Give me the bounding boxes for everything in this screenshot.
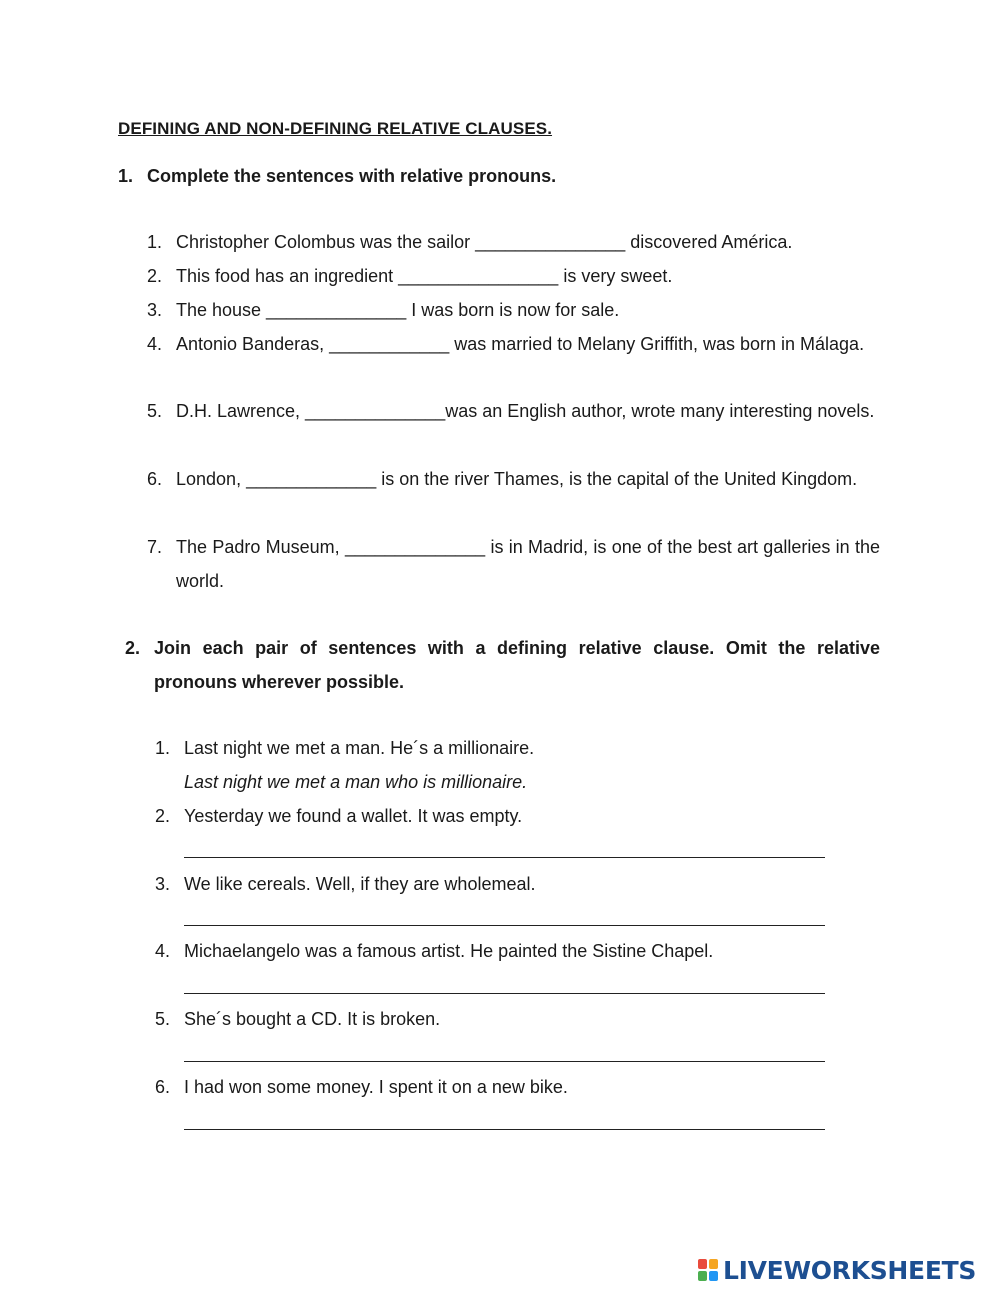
s1-item — [147, 225, 880, 259]
section-2-number: 2. — [125, 638, 141, 658]
section-1-number: 1. — [118, 166, 134, 186]
s2-item-number: 4. — [155, 941, 171, 961]
s2-item-text: I had won some money. I spent it on a new bike. — [184, 1077, 568, 1097]
s1-item — [147, 259, 880, 293]
s2-item-text: Yesterday we found a wallet. It was empty. — [184, 806, 523, 826]
s1-item-text: The Padro Museum, ______________ is in Madrid, is one of the best art galleries in the world. — [176, 537, 880, 591]
s2-item — [155, 867, 855, 901]
s1-item-number: 3. — [147, 300, 163, 320]
s2-item — [155, 934, 855, 968]
s2-item-text: Last night we met a man. He´s a millionaire. — [184, 738, 535, 758]
s2-item-text: Michaelangelo was a famous artist. He painted the Sistine Chapel. — [184, 941, 714, 961]
s1-item-text: This food has an ingredient ________________ is very sweet. — [176, 266, 673, 286]
s1-item — [147, 327, 880, 395]
s2-item-number: 2. — [155, 806, 171, 826]
s1-item-number: 4. — [147, 334, 163, 354]
s2-item — [155, 1070, 855, 1104]
s2-item-number: 6. — [155, 1077, 171, 1097]
s1-item-number: 5. — [147, 401, 163, 421]
liveworksheets-logo — [698, 1254, 976, 1286]
s1-item-text: Christopher Colombus was the sailor _______________ discovered América. — [176, 232, 793, 252]
s2-item — [155, 1002, 855, 1036]
logo-text: LIVEWORKSHEETS — [723, 1255, 977, 1285]
section-2-heading — [125, 631, 880, 699]
s1-item-text: The house ______________ I was born is now for sale. — [176, 300, 620, 320]
section-2-heading-text: Join each pair of sentences with a defining relative clause. Omit the relative pronouns wherever possible. — [154, 638, 880, 692]
s2-item — [155, 731, 855, 765]
answer-line[interactable] — [184, 993, 825, 994]
s1-item — [147, 293, 880, 327]
s1-item-text: London, _____________ is on the river Thames, is the capital of the United Kingdom. — [176, 469, 858, 489]
s2-item-text: She´s bought a CD. It is broken. — [184, 1009, 441, 1029]
s2-example-answer: Last night we met a man who is millionaire. — [184, 772, 528, 792]
s1-item-number: 2. — [147, 266, 163, 286]
s1-item — [147, 462, 880, 530]
s2-item-text: We like cereals. Well, if they are wholemeal. — [184, 874, 536, 894]
s2-item-number: 1. — [155, 738, 171, 758]
s1-item-number: 6. — [147, 469, 163, 489]
s2-item-number: 5. — [155, 1009, 171, 1029]
s2-item-number: 3. — [155, 874, 171, 894]
answer-line[interactable] — [184, 1129, 825, 1130]
answer-line[interactable] — [184, 925, 825, 926]
answer-line[interactable] — [184, 1061, 825, 1062]
s1-item-number: 7. — [147, 537, 163, 557]
s1-item-text: Antonio Banderas, ____________ was married to Melany Griffith, was born in Málaga. — [176, 334, 865, 354]
section-1-heading-text: Complete the sentences with relative pronouns. — [147, 166, 557, 186]
s1-item — [147, 394, 880, 462]
s2-item — [155, 799, 855, 833]
s1-item-text: D.H. Lawrence, ______________was an English author, wrote many interesting novels. — [176, 401, 875, 421]
s1-item-number: 1. — [147, 232, 163, 252]
answer-line[interactable] — [184, 857, 825, 858]
s1-item — [147, 530, 880, 598]
logo-blocks-icon — [698, 1258, 720, 1282]
section-1-heading — [118, 159, 880, 193]
worksheet-title: DEFINING AND NON-DEFINING RELATIVE CLAUSES. — [118, 119, 553, 138]
